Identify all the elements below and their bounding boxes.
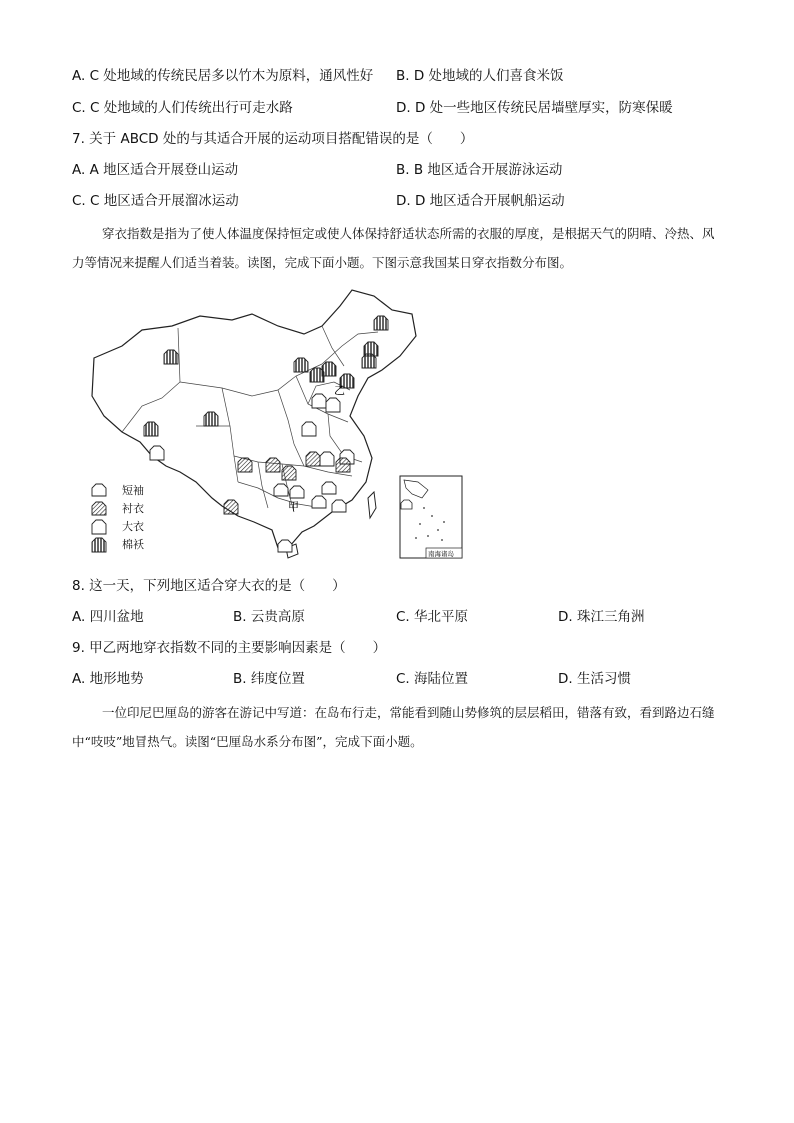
q6-option-a: A. C 处地域的传统民居多以竹木为原料，通风性好: [72, 68, 374, 84]
intro-paragraph-clothing-index: 穿衣指数是指为了使人体温度保持恒定或使人体保持舒适状态所需的衣服的厚度，是根据天气的阴晴、冷热、风力等情况来提醒人们适当着装。读图，完成下面小题。下图示意我国某日穿衣指数分布图。: [72, 226, 715, 270]
symbol-cotton-coat: [294, 358, 308, 372]
legend-short-sleeve-icon: [92, 484, 106, 496]
south-china-sea-inset: [400, 476, 462, 558]
symbol-short-sleeve: [322, 482, 336, 494]
symbol-short-sleeve: [332, 500, 346, 512]
legend-cotton-coat: 棉袄: [122, 538, 144, 551]
inset-label: 南海诸岛: [428, 550, 454, 558]
q9-option-b: B. 纬度位置: [233, 671, 305, 687]
q6-option-d: D. D 处一些地区传统民居墙壁厚实，防寒保暖: [396, 100, 673, 116]
q8-option-c: C. 华北平原: [396, 609, 469, 625]
q9-stem: 9. 甲乙两地穿衣指数不同的主要影响因素是（ ）: [72, 640, 387, 656]
symbol-shirt: [266, 458, 280, 472]
symbol-short-sleeve: [312, 496, 326, 508]
q8-option-d: D. 珠江三角洲: [558, 609, 645, 625]
symbol-shirt: [336, 458, 350, 472]
q8-option-b: B. 云贵高原: [233, 609, 305, 625]
symbol-shirt: [306, 452, 320, 466]
q7-option-b: B. B 地区适合开展游泳运动: [396, 162, 563, 178]
legend-overcoat-icon: [92, 520, 106, 534]
symbol-cotton-coat: [144, 422, 158, 436]
symbol-short-sleeve: [401, 500, 412, 509]
legend-short-sleeve: 短袖: [122, 484, 144, 497]
symbol-overcoat: [312, 394, 326, 408]
q8-stem: 8. 这一天，下列地区适合穿大衣的是（ ）: [72, 578, 346, 594]
legend-cotton-coat-icon: [92, 538, 106, 552]
q9-option-a: A. 地形地势: [72, 671, 144, 687]
legend-overcoat: 大衣: [122, 520, 144, 533]
symbol-cotton-coat: [374, 316, 388, 330]
symbol-overcoat: [320, 452, 334, 466]
q6-option-b: B. D 处地域的人们喜食米饭: [396, 68, 564, 84]
legend-shirt-icon: [92, 502, 106, 515]
label-jia: 甲: [288, 500, 299, 513]
symbol-shirt: [224, 500, 238, 514]
taiwan-outline: [368, 492, 376, 518]
q6-option-c: C. C 处地域的人们传统出行可走水路: [72, 100, 293, 116]
clothing-index-map: [82, 286, 482, 568]
symbol-short-sleeve: [278, 540, 292, 552]
map-legend: [92, 483, 144, 552]
intro-paragraph-bali: 一位印尼巴厘岛的游客在游记中写道：在岛布行走，常能看到随山势修筑的层层稻田，错落有致，看到路边石缝中“吱吱”地冒热气。读图“巴厘岛水系分布图”，完成下面小题。: [72, 705, 715, 749]
q9-option-c: C. 海陆位置: [396, 671, 469, 687]
symbol-shirt: [282, 466, 296, 480]
q7-stem: 7. 关于 ABCD 处的与其适合开展的运动项目搭配错误的是（ ）: [72, 131, 474, 147]
q8-option-a: A. 四川盆地: [72, 609, 144, 625]
q7-option-d: D. D 地区适合开展帆船运动: [396, 193, 565, 209]
q7-option-a: A. A 地区适合开展登山运动: [72, 162, 239, 178]
q9-option-d: D. 生活习惯: [558, 671, 631, 687]
symbol-overcoat: [326, 398, 340, 412]
symbol-shirt: [238, 458, 252, 472]
symbol-overcoat: [150, 446, 164, 460]
legend-shirt: 衬衣: [122, 502, 144, 515]
symbol-cotton-coat: [310, 368, 324, 382]
symbol-cotton-coat: [164, 350, 178, 364]
symbol-overcoat: [302, 422, 316, 436]
q7-option-c: C. C 地区适合开展溜冰运动: [72, 193, 239, 209]
symbol-short-sleeve: [290, 486, 304, 498]
symbol-cotton-coat: [362, 354, 376, 368]
symbol-cotton-coat: [204, 412, 218, 426]
label-yi: 乙: [334, 384, 345, 397]
symbol-short-sleeve: [274, 484, 288, 496]
